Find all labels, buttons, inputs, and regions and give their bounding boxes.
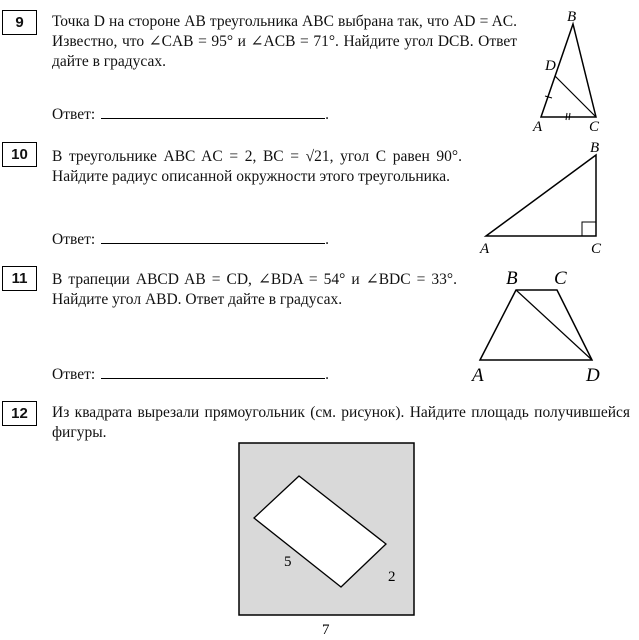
label-c: C [591,241,602,257]
diagonal-bd [516,290,592,360]
trapezoid-abcd [480,290,592,360]
problem-11-figure [470,262,610,387]
problem-10-number: 10 [2,142,37,167]
label-rect-long: 5 [284,554,292,570]
problem-10-text: В треугольнике ABC AC = 2, BC = √21, угол C равен 90°. Найдите радиус описанной окружности этого треугольника. [52,148,462,185]
answer-label: Ответ: [52,366,96,383]
label-b: B [590,140,600,156]
tick-ac-1 [566,113,567,120]
label-a: A [472,365,484,386]
label-rect-short: 2 [388,569,396,585]
label-b: B [506,268,518,289]
problem-11-text: В трапеции ABCD AB = CD, ∠BDA = 54° и ∠BDC = 33°. Найдите угол ABD. Ответ дайте в градусах. [52,271,457,308]
answer-line[interactable] [101,104,325,119]
problem-12-figure [238,442,418,640]
label-d: D [586,365,600,386]
label-d: D [545,58,556,74]
tick-ac-2 [569,113,570,120]
label-side: 7 [322,622,330,638]
label-c: C [554,268,567,289]
problem-9-text: Точка D на стороне AB треугольника ABC выбрана так, что AD = AC. Известно, что ∠CAB = 95° и ∠ACB = 71°. Найдите угол DCB. Ответ дайте в градусах. [52,13,517,70]
answer-label: Ответ: [52,106,96,123]
problem-11-number: 11 [2,266,37,291]
answer-label: Ответ: [52,231,96,248]
triangle-abc [486,155,596,236]
label-a: A [533,119,543,135]
answer-line[interactable] [101,229,325,244]
right-angle-mark [582,222,596,236]
problem-12-number: 12 [2,401,37,426]
problem-9-number: 9 [2,10,37,35]
segment-dc [555,76,596,117]
problem-9-figure [525,10,615,135]
label-a: A [480,241,490,257]
problem-11-answer[interactable]: Ответ: . [52,366,330,383]
problem-12-text: Из квадрата вырезали прямоугольник (см. рисунок). Найдите площадь получившейся фигуры. [52,404,630,441]
answer-line[interactable] [101,364,325,379]
label-c: C [589,119,600,135]
problem-10-figure [478,140,613,260]
label-b: B [567,9,577,25]
problem-9-answer[interactable]: Ответ: . [52,106,330,123]
problem-10-answer[interactable]: Ответ: . [52,231,330,248]
